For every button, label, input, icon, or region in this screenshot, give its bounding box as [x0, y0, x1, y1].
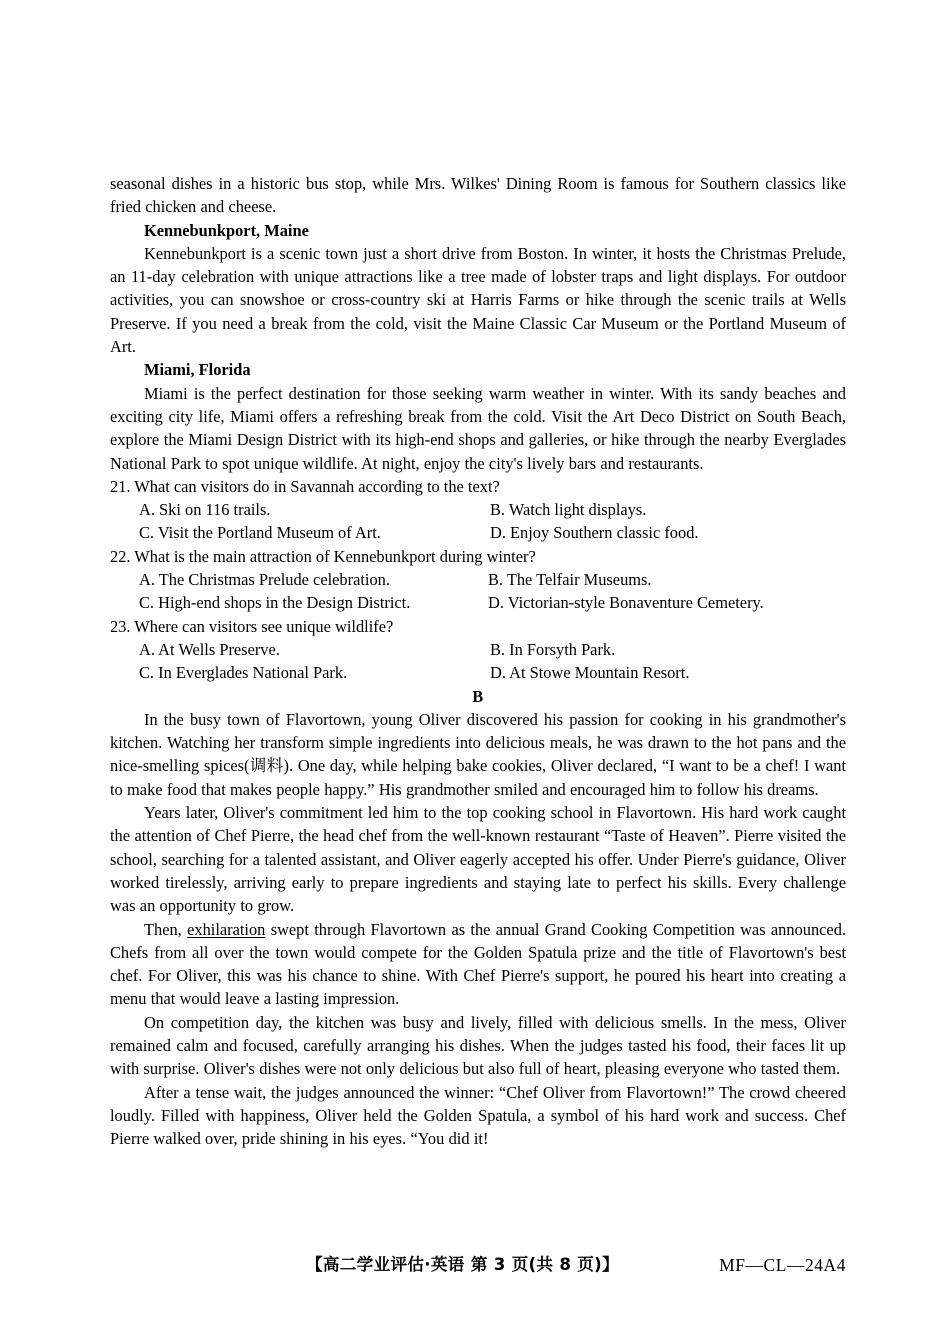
underline-para-lead: Then,: [144, 919, 188, 939]
question-22-stem: 22. What is the main attraction of Kennebunkport during winter?: [110, 546, 536, 566]
question-23-option-c[interactable]: C. In Everglades National Park.: [139, 663, 348, 683]
question-21-option-a[interactable]: A. Ski on 116 trails.: [139, 500, 271, 520]
section-letter-b: B: [472, 686, 484, 706]
footer-page-label: 【高二学业评估·英语 第 3 页(共 8 页)】: [306, 1255, 619, 1274]
question-21-options-row-1: [110, 498, 846, 521]
section-b-paragraph-2: Years later, Oliver's commitment led him to the top cooking school in Flavortown. His hard work caught the attention of Chef Pierre, the head chef from the well-known restaurant “Taste of Heaven”. Pierre visited the school, searching for a talented assistant, and Oliver eagerly accepted his offer. Under Pierre's guidance, Oliver worked tirelessly, arriving early to prepare ingredients and staying late to perfect his skills. Every challenge was an opportunity to grow.: [110, 803, 846, 916]
question-22-option-d[interactable]: D. Victorian-style Bonaventure Cemetery.: [488, 593, 764, 613]
question-23-option-d[interactable]: D. At Stowe Mountain Resort.: [490, 663, 690, 683]
question-21-option-b[interactable]: B. Watch light displays.: [490, 500, 647, 520]
question-22-options-row-2: [110, 591, 846, 614]
question-21: [110, 475, 846, 545]
paragraph-miami: Miami is the perfect destination for those seeking warm weather in winter. With its sandy beaches and exciting city life, Miami offers a refreshing break from the cold. Visit the Art Deco District on South Beach, explore the Miami Design District with its high-end shops and galleries, or hike through the nearby Everglades National Park to spot unique wildlife. At night, enjoy the city's lively bars and restaurants.: [110, 383, 846, 473]
paragraph-savannah-tail: seasonal dishes in a historic bus stop, while Mrs. Wilkes' Dining Room is famous for Southern classics like fried chicken and cheese.: [110, 174, 846, 217]
footer-paper-code: MF—CL—24A4: [719, 1255, 846, 1275]
question-22-option-b[interactable]: B. The Telfair Museums.: [488, 570, 652, 590]
paragraph-kennebunkport: Kennebunkport is a scenic town just a short drive from Boston. In winter, it hosts the Christmas Prelude, an 11-day celebration with unique attractions like a tree made of lobster traps and light displays. For outdoor activities, you can snowshoe or cross-country ski at Harris Farms or hike through the scenic trails at Wells Preserve. If you need a break from the cold, visit the Maine Classic Car Museum or the Portland Museum of Art.: [110, 243, 846, 357]
heading-miami-florida: Miami, Florida: [144, 360, 251, 380]
question-22-option-c[interactable]: C. High-end shops in the Design District.: [139, 593, 411, 613]
heading-kennebunkport-maine: Kennebunkport, Maine: [144, 220, 309, 240]
section-b-paragraph-3-with-underlined-word: [110, 918, 846, 1011]
question-21-option-d[interactable]: D. Enjoy Southern classic food.: [490, 523, 699, 543]
question-23: [110, 615, 846, 685]
question-22-options-row-1: [110, 568, 846, 591]
question-21-stem: 21. What can visitors do in Savannah according to the text?: [110, 476, 500, 496]
underline-para-rest: swept through Flavortown as the annual Grand Cooking Competition was announced. Chefs from all over the town would compete for the Golden Spatula prize and the title of Flavortown's best chef. For Oliver, this was his chance to shine. With Chef Pierre's support, he poured his heart into creating a menu that would leave a lasting impression.: [110, 919, 846, 1009]
question-23-options-row-1: [110, 638, 846, 661]
question-21-options-row-2: [110, 521, 846, 544]
question-23-stem: 23. Where can visitors see unique wildlife?: [110, 616, 394, 636]
section-b-paragraph-5: After a tense wait, the judges announced the winner: “Chef Oliver from Flavortown!” The crowd cheered loudly. Filled with happiness, Oliver held the Golden Spatula, a symbol of his hard work and success. Chef Pierre walked over, pride shining in his eyes. “You did it!: [110, 1082, 846, 1149]
section-b-paragraph-4: On competition day, the kitchen was busy and lively, filled with delicious smells. In the mess, Oliver remained calm and focused, carefully arranging his dishes. When the judges tasted his food, their faces lit up with surprise. Oliver's dishes were not only delicious but also full of heart, pleasing everyone who tasted them.: [110, 1012, 846, 1079]
question-22: [110, 545, 846, 615]
question-23-options-row-2: [110, 661, 846, 684]
section-b-paragraph-1: In the busy town of Flavortown, young Oliver discovered his passion for cooking in his grandmother's kitchen. Watching her transform simple ingredients into delicious meals, he was drawn to the hot pans and the nice-smelling spices(调料). One day, while helping bake cookies, Oliver declared, “I want to be a chef! I want to make food that makes people happy.” His grandmother smiled and encouraged him to follow his dreams.: [110, 709, 846, 799]
question-21-option-c[interactable]: C. Visit the Portland Museum of Art.: [139, 523, 381, 543]
page-content: [110, 172, 846, 1150]
question-23-option-a[interactable]: A. At Wells Preserve.: [139, 639, 280, 659]
question-23-option-b[interactable]: B. In Forsyth Park.: [490, 639, 616, 659]
question-22-option-a[interactable]: A. The Christmas Prelude celebration.: [139, 570, 390, 590]
page-footer: [110, 1252, 846, 1282]
underlined-vocabulary-word: exhilaration: [187, 919, 266, 939]
